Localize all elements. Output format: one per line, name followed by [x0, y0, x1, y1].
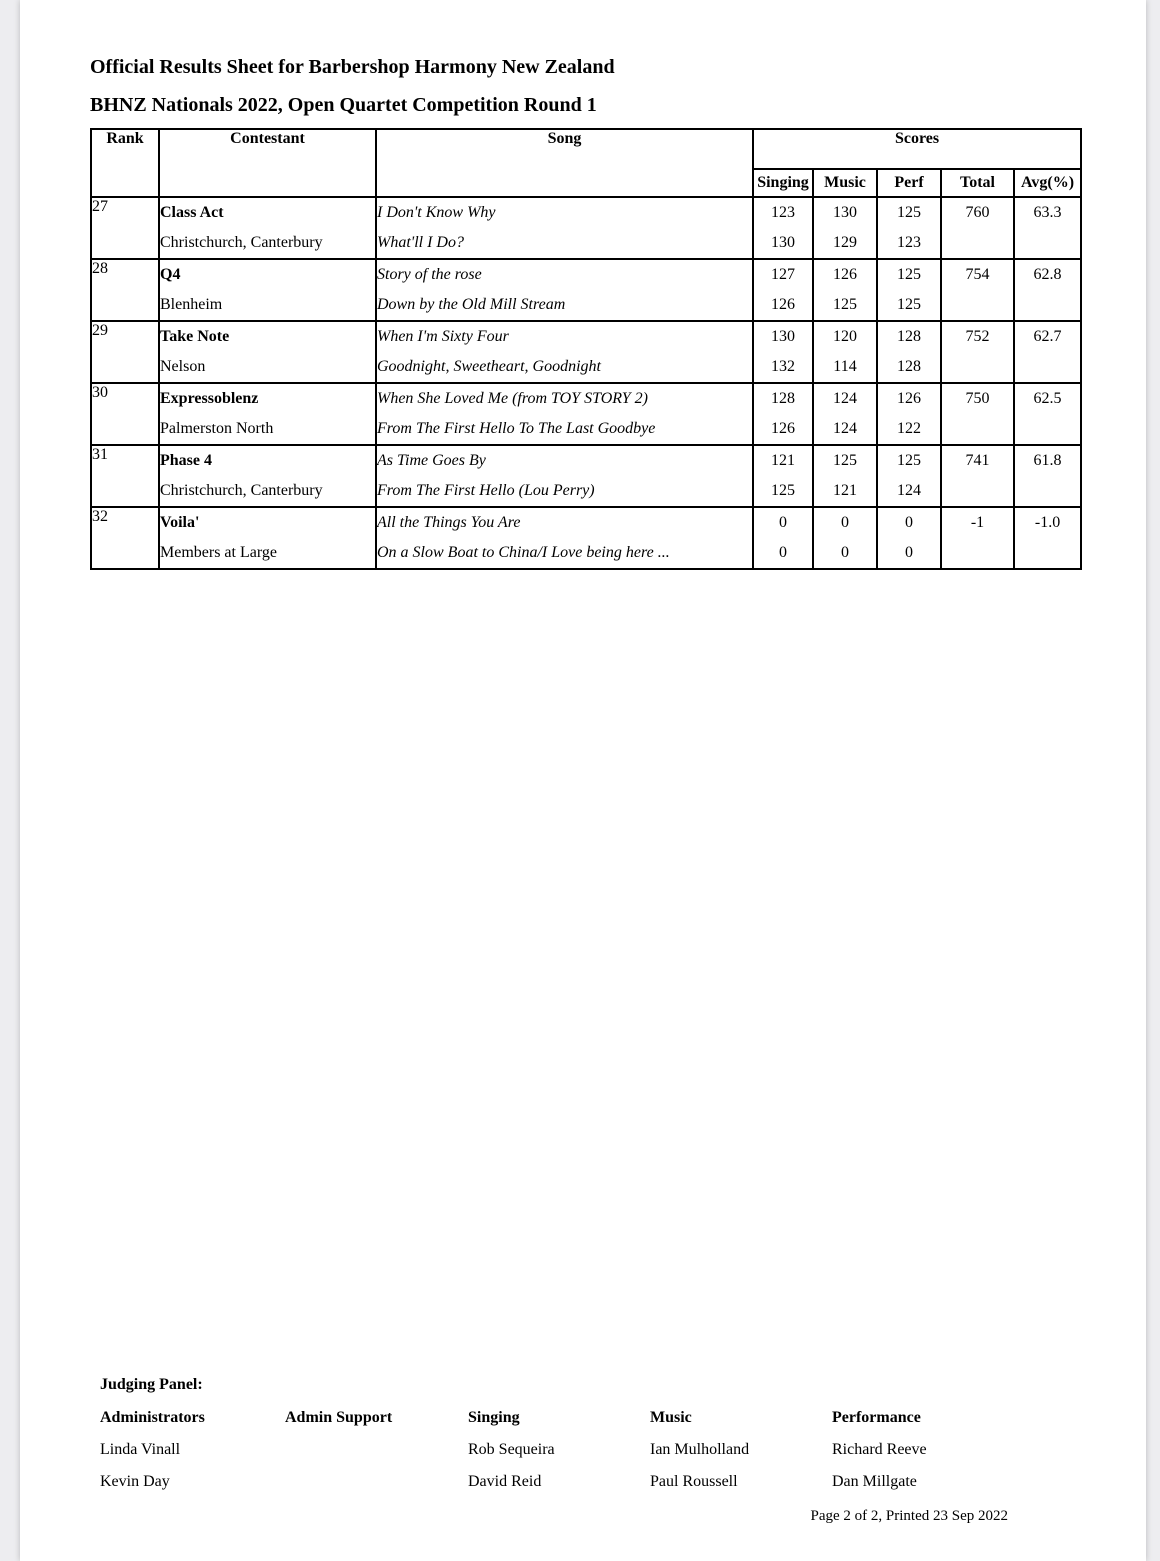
singing-score-cell	[753, 321, 813, 383]
judge-name: Richard Reeve	[832, 1441, 927, 1458]
total-value: 752	[965, 328, 990, 345]
song-cell	[376, 259, 753, 321]
song-title-1: When She Loved Me (from TOY STORY 2)	[377, 390, 648, 407]
avg-value: 63.3	[1033, 204, 1062, 221]
avg-value: -1.0	[1034, 514, 1061, 531]
judging-column-title: Administrators	[100, 1409, 205, 1426]
music-score-2: 114	[833, 358, 857, 375]
table-row	[91, 259, 1081, 321]
song-title-1: Story of the rose	[377, 266, 482, 283]
music-score-1: 125	[833, 452, 857, 469]
contestant-name: Expressoblenz	[160, 390, 259, 407]
singing-score-2: 125	[771, 482, 795, 499]
singing-score-2: 126	[771, 296, 795, 313]
singing-score-cell	[753, 197, 813, 259]
header-row-main	[91, 129, 1081, 169]
music-score-2: 124	[833, 420, 857, 437]
judge-name: Linda Vinall	[100, 1441, 181, 1458]
rank-cell: 27	[91, 197, 159, 259]
song-cell	[376, 321, 753, 383]
song-title-2: From The First Hello To The Last Goodbye	[377, 420, 656, 437]
col-header-rank: Rank	[91, 129, 159, 197]
perf-score-1: 125	[897, 452, 921, 469]
rank-cell: 28	[91, 259, 159, 321]
judging-column-title: Music	[650, 1409, 692, 1426]
music-score-1: 126	[833, 266, 857, 283]
contestant-cell	[159, 383, 376, 445]
avg-cell	[1014, 321, 1081, 383]
judging-column-admin-support	[285, 1406, 468, 1502]
document-page	[20, 0, 1146, 1561]
judging-column-title: Admin Support	[285, 1409, 393, 1426]
judge-name: Ian Mulholland	[650, 1441, 750, 1458]
singing-score-cell	[753, 383, 813, 445]
rank-cell: 32	[91, 507, 159, 569]
perf-score-1: 125	[897, 266, 921, 283]
col-header-song: Song	[376, 129, 753, 197]
singing-score-1: 128	[771, 390, 795, 407]
col-header-scores: Scores	[753, 129, 1081, 169]
col-header-music: Music	[813, 169, 877, 197]
perf-score-2: 128	[897, 358, 921, 375]
table-row	[91, 507, 1081, 569]
perf-score-cell	[877, 507, 941, 569]
song-cell	[376, 383, 753, 445]
contestant-name: Q4	[160, 266, 181, 283]
total-cell	[941, 321, 1014, 383]
contestant-city: Christchurch, Canterbury	[160, 234, 323, 251]
singing-score-cell	[753, 259, 813, 321]
judge-name	[285, 1470, 468, 1502]
singing-score-1: 123	[771, 204, 795, 221]
judge-name: Kevin Day	[100, 1473, 170, 1490]
judging-column-performance	[832, 1406, 1060, 1502]
music-score-cell	[813, 445, 877, 507]
song-title-1: As Time Goes By	[377, 452, 486, 469]
perf-score-1: 125	[897, 204, 921, 221]
avg-value: 62.5	[1033, 390, 1062, 407]
song-cell	[376, 197, 753, 259]
total-cell	[941, 259, 1014, 321]
contestant-city: Palmerston North	[160, 420, 274, 437]
rank-cell: 29	[91, 321, 159, 383]
song-title-2: On a Slow Boat to China/I Love being here ...	[377, 544, 670, 561]
judging-panel-heading: Judging Panel:	[100, 1376, 203, 1393]
music-score-2: 0	[841, 544, 849, 561]
song-title-1: When I'm Sixty Four	[377, 328, 509, 345]
judging-column-title: Singing	[468, 1409, 520, 1426]
judge-name: Dan Millgate	[832, 1473, 917, 1490]
music-score-1: 120	[833, 328, 857, 345]
table-row	[91, 445, 1081, 507]
total-value: -1	[970, 514, 985, 531]
song-title-2: Goodnight, Sweetheart, Goodnight	[377, 358, 601, 375]
judging-panel-grid	[100, 1406, 1060, 1502]
contestant-cell	[159, 321, 376, 383]
judging-panel-section	[100, 1374, 1060, 1502]
total-value: 760	[965, 204, 990, 221]
judge-name: David Reid	[468, 1473, 542, 1490]
song-title-2: From The First Hello (Lou Perry)	[377, 482, 595, 499]
singing-score-2: 130	[771, 234, 795, 251]
perf-score-2: 125	[897, 296, 921, 313]
table-row	[91, 321, 1081, 383]
judge-name: Rob Sequeira	[468, 1441, 555, 1458]
singing-score-1: 130	[771, 328, 795, 345]
perf-score-2: 0	[905, 544, 913, 561]
singing-score-cell	[753, 445, 813, 507]
contestant-name: Class Act	[160, 204, 224, 221]
judging-column-administrators	[100, 1406, 285, 1502]
song-title-1: I Don't Know Why	[377, 204, 496, 221]
singing-score-2: 0	[779, 544, 787, 561]
avg-value: 62.7	[1033, 328, 1062, 345]
song-cell	[376, 507, 753, 569]
rank-cell: 31	[91, 445, 159, 507]
perf-score-1: 0	[905, 514, 913, 531]
avg-cell	[1014, 197, 1081, 259]
avg-cell	[1014, 383, 1081, 445]
page-footer: Page 2 of 2, Printed 23 Sep 2022	[810, 1508, 1008, 1524]
contestant-name: Take Note	[160, 328, 230, 345]
col-header-total: Total	[941, 169, 1014, 197]
music-score-cell	[813, 383, 877, 445]
avg-cell	[1014, 445, 1081, 507]
song-title-2: Down by the Old Mill Stream	[377, 296, 566, 313]
total-value: 750	[965, 390, 990, 407]
judge-name	[285, 1438, 468, 1470]
document-subtitle: BHNZ Nationals 2022, Open Quartet Competition Round 1	[90, 94, 597, 116]
music-score-1: 124	[833, 390, 857, 407]
perf-score-cell	[877, 259, 941, 321]
table-row	[91, 197, 1081, 259]
rank-cell: 30	[91, 383, 159, 445]
music-score-cell	[813, 259, 877, 321]
music-score-cell	[813, 197, 877, 259]
col-header-avg: Avg(%)	[1014, 169, 1081, 197]
total-value: 754	[965, 266, 990, 283]
total-cell	[941, 445, 1014, 507]
document-title: Official Results Sheet for Barbershop Harmony New Zealand	[90, 56, 615, 78]
perf-score-cell	[877, 321, 941, 383]
song-title-1: All the Things You Are	[377, 514, 521, 531]
total-cell	[941, 197, 1014, 259]
music-score-1: 130	[833, 204, 857, 221]
contestant-cell	[159, 259, 376, 321]
total-value: 741	[965, 452, 990, 469]
contestant-cell	[159, 445, 376, 507]
music-score-2: 125	[833, 296, 857, 313]
singing-score-2: 132	[771, 358, 795, 375]
contestant-city: Christchurch, Canterbury	[160, 482, 323, 499]
col-header-perf: Perf	[877, 169, 941, 197]
perf-score-1: 128	[897, 328, 921, 345]
judging-column-title: Performance	[832, 1409, 921, 1426]
singing-score-1: 121	[771, 452, 795, 469]
avg-value: 61.8	[1033, 452, 1062, 469]
col-header-singing: Singing	[753, 169, 813, 197]
perf-score-cell	[877, 197, 941, 259]
total-cell	[941, 507, 1014, 569]
perf-score-2: 122	[897, 420, 921, 437]
avg-value: 62.8	[1033, 266, 1062, 283]
contestant-name: Voila'	[160, 514, 200, 531]
perf-score-cell	[877, 445, 941, 507]
song-title-2: What'll I Do?	[377, 234, 464, 251]
contestant-name: Phase 4	[160, 452, 212, 469]
perf-score-cell	[877, 383, 941, 445]
contestant-city: Nelson	[160, 358, 206, 375]
avg-cell	[1014, 507, 1081, 569]
singing-score-2: 126	[771, 420, 795, 437]
judge-name: Paul Roussell	[650, 1473, 738, 1490]
avg-cell	[1014, 259, 1081, 321]
table-row	[91, 383, 1081, 445]
music-score-2: 129	[833, 234, 857, 251]
music-score-2: 121	[833, 482, 857, 499]
judging-column-music	[650, 1406, 832, 1502]
contestant-city: Members at Large	[160, 544, 277, 561]
song-cell	[376, 445, 753, 507]
perf-score-2: 124	[897, 482, 921, 499]
total-cell	[941, 383, 1014, 445]
contestant-cell	[159, 197, 376, 259]
results-table	[90, 128, 1082, 570]
music-score-cell	[813, 507, 877, 569]
judging-column-singing	[468, 1406, 650, 1502]
music-score-1: 0	[841, 514, 849, 531]
perf-score-2: 123	[897, 234, 921, 251]
contestant-cell	[159, 507, 376, 569]
perf-score-1: 126	[897, 390, 921, 407]
col-header-contestant: Contestant	[159, 129, 376, 197]
music-score-cell	[813, 321, 877, 383]
singing-score-1: 0	[779, 514, 787, 531]
singing-score-cell	[753, 507, 813, 569]
contestant-city: Blenheim	[160, 296, 223, 313]
singing-score-1: 127	[771, 266, 795, 283]
